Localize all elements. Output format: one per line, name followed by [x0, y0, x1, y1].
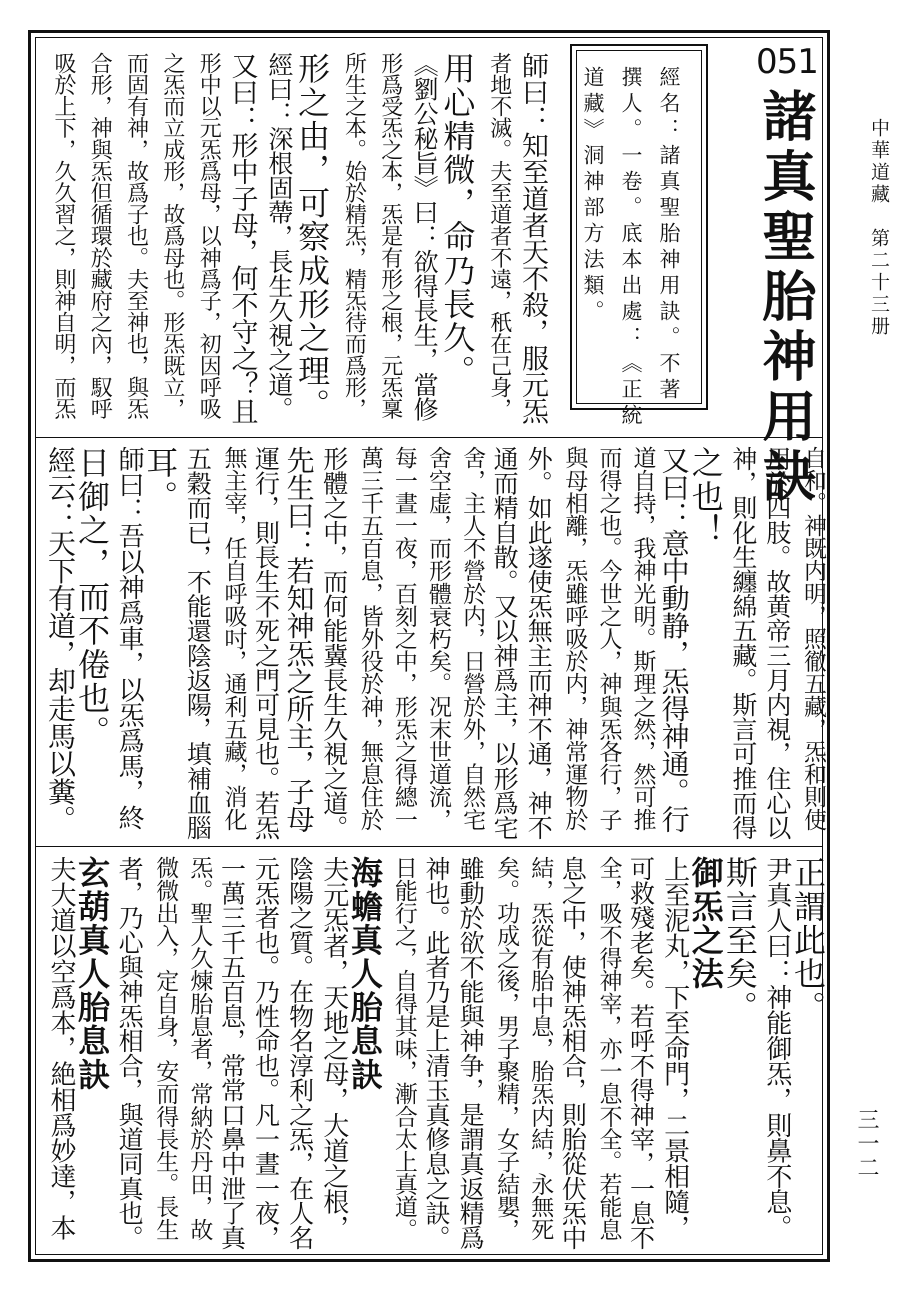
text-column: 道自持，我神光明。斯理之然，然可推 — [629, 446, 656, 831]
text-column: 陰陽之質。在物名淳利之炁，在人名 — [285, 856, 315, 1250]
text-column: 之也！ — [686, 446, 725, 547]
text-column: 炁。聖人久煉胎息者，常納於丹田，故 — [186, 856, 213, 1241]
text-column: 而固有神，故爲子也。夫至神也，與炁 — [123, 52, 149, 420]
text-column: 先生曰：若知神炁之所主，子母 — [282, 446, 316, 833]
text-column: 斯言至矣。 — [720, 856, 759, 1024]
text-column: 所生之本。始於精炁，精炁待而爲形， — [341, 52, 367, 420]
text-column: 矣。功成之後，男子聚精，女子結嬰， — [493, 856, 520, 1241]
section-heading: 御炁之法 — [686, 856, 725, 991]
text-column: 五穀而已，不能還陰返陽，填補血腦 — [183, 446, 213, 840]
text-column: 而得之也。今世之人，神與炁各行，子 — [595, 446, 622, 831]
text-column: 神，則化生纏綿五藏。斯言可推而得 — [728, 446, 758, 840]
text-column: 形之由，可察成形之理。 — [293, 52, 332, 422]
text-column: 雖動於欲不能與神争，是謂真返精爲 — [456, 856, 486, 1250]
text-column: 每一晝一夜，百刻之中，形炁之得總一 — [390, 446, 417, 831]
text-column: 萬三千五百息，皆外役於神，無息住於 — [356, 446, 383, 831]
page-number: 三一二 — [854, 1108, 879, 1180]
text-column: 耳。 — [141, 446, 180, 514]
text-column: 可救殘老矣。若呼不得神宰，一息不 — [626, 856, 656, 1250]
text-column: 用於四肢。故黄帝三月内視，住心以 — [762, 446, 792, 840]
text-column: 一萬三千五百息，常常口鼻中泄了真 — [217, 856, 247, 1250]
text-column: 正謂此也。 — [789, 856, 827, 1024]
text-column: 合形，神與炁但循環於藏府之內，馭呼 — [87, 52, 113, 420]
section-divider-2 — [36, 846, 822, 847]
text-column: 夫大道以空爲本，絶相爲妙達，本 — [46, 856, 76, 1241]
text-column: 息之中，使神炁相合，則胎從伏炁中 — [558, 856, 588, 1250]
text-column: 結，炁從有胎中息，胎炁内結，永無死 — [527, 856, 554, 1241]
text-column: 無主宰，任自呼吸吋，通利五藏，消化 — [220, 446, 247, 831]
margin-header: 中華道藏 第二十三册 — [868, 118, 890, 338]
bibliographic-info-box — [570, 44, 708, 430]
info-line: 經名：諸真聖胎神用訣。不著 — [657, 66, 681, 404]
text-column: 之炁而立成形，故爲母也。形炁既立， — [159, 52, 185, 420]
section-heading: 玄葫真人胎息訣 — [73, 856, 112, 1092]
text-column: 舍，主人不營於内，日營於外，自然宅 — [459, 446, 486, 831]
text-column: 者，乃心與神炁相合，與道同真也。 — [115, 856, 145, 1250]
info-line: 撰人。一卷。底本出處：《正統 — [619, 66, 643, 430]
text-column: 經云：天下有道，却走馬以糞。 — [44, 446, 77, 833]
text-column: 與母相離，炁雖呼吸於内，神常運物於 — [561, 446, 588, 831]
text-column: 通而精自散。又以神爲主，以形爲宅 — [490, 446, 520, 840]
text-column: 形爲受炁之本，炁是有形之根，元炁稟 — [377, 52, 403, 420]
text-column: 自和。神既内明，照徹五藏，炁和則使 — [800, 446, 826, 831]
text-column: 日御之，而不倦也。 — [73, 446, 112, 749]
text-column: 舍空虚，而形體衰朽矣。况末世道流， — [425, 446, 451, 831]
text-column: 師曰：吾以神爲車，以炁爲馬，終 — [114, 446, 145, 831]
text-number: 051 — [756, 42, 818, 82]
text-column: 用心精微，命乃長久。 — [438, 52, 477, 388]
text-column: 形體之中，而何能冀長生久視之道。 — [319, 446, 349, 840]
info-box-text — [574, 66, 688, 430]
text-column: 上至泥丸，下至命門，二景相隨， — [659, 856, 690, 1241]
text-column: 神也。此者乃是上清玉真修息之訣。 — [422, 856, 451, 1250]
text-column: 夫元炁者，天地之母，大道之根， — [318, 856, 349, 1241]
text-column: 運行，則長生不死之門可見也。若炁 — [251, 446, 281, 840]
info-line: 道藏》洞神部方法類。 — [581, 66, 605, 326]
text-column: 又曰：意中動静，炁得神通。行 — [657, 446, 691, 833]
text-column: 吸於上下，久久習之，則神自明，而炁 — [51, 52, 76, 420]
text-column: 者地不滅。夫至道者不遠，秖在己身， — [486, 52, 512, 420]
document-title: 諸真聖胎神用訣 — [754, 88, 818, 508]
text-column: 經曰：深根固蔕，長生久視之道。 — [264, 52, 294, 422]
text-column: 師曰：知至道者天不殺，服元炁 — [517, 52, 548, 425]
text-column: 尹真人曰：神能御炁，則鼻不息。 — [761, 856, 792, 1241]
text-column: 形中以元炁爲母，以神爲子，初因呼吸 — [196, 52, 222, 420]
section-heading: 海蟾真人胎息訣 — [345, 856, 384, 1092]
section-divider-1 — [36, 437, 822, 438]
text-column: 元炁者也。乃性命也。凡一晝一夜， — [251, 856, 281, 1250]
text-column: 外。如此遂使炁無主而神不通，神不 — [524, 446, 554, 840]
text-column: 《劉公秘旨》曰：欲得長生，當修 — [410, 52, 440, 422]
text-column: 又曰：形中子母，何不守之？且 — [226, 52, 258, 425]
text-column: 全，吸不得神宰，亦一息不全。若能息 — [595, 856, 622, 1241]
text-column: 日能行之，自得其味，漸合太上真道。 — [390, 856, 417, 1241]
text-column: 微微出入，定自身，安而得長生。長生 — [152, 856, 179, 1241]
